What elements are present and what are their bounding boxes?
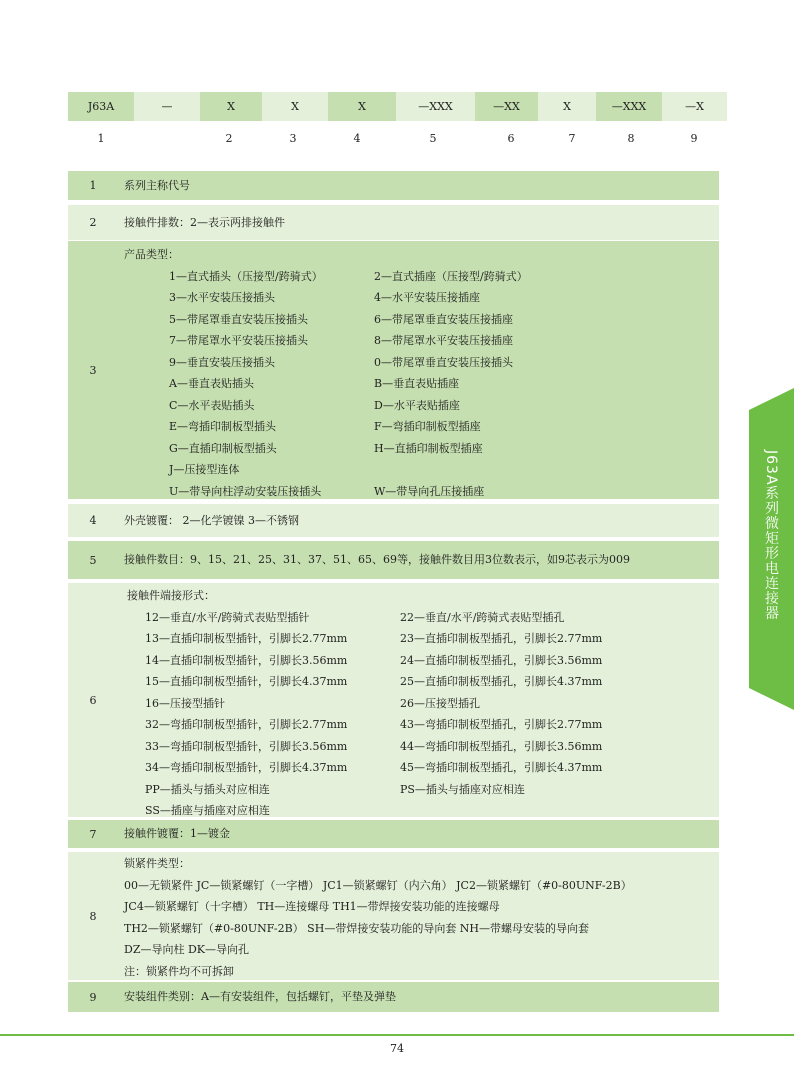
list-item: 5—带尾罩垂直安装压接插头 bbox=[169, 312, 308, 326]
row-number: 8 bbox=[89, 909, 97, 923]
list-item: F—弯插印制板型插座 bbox=[374, 420, 481, 433]
code-num: 8 bbox=[627, 132, 635, 145]
code-cell-type: X bbox=[262, 92, 328, 121]
code-cell-term: —XX bbox=[475, 92, 538, 121]
list-item: PS—插头与插座对应相连 bbox=[400, 782, 525, 796]
lock-line: DZ—导向柱 DK—导向孔 bbox=[124, 943, 249, 956]
code-cell-count: —XXX bbox=[396, 92, 475, 121]
code-num: 1 bbox=[97, 132, 105, 145]
page-number: 74 bbox=[390, 1042, 404, 1055]
code-cell-plating: X bbox=[538, 92, 596, 121]
row-body bbox=[118, 241, 719, 499]
product-type-list bbox=[124, 266, 713, 503]
code-cell-mount: —X bbox=[662, 92, 727, 121]
lock-line: JC4—锁紧螺钉（十字槽） TH—连接螺母 TH1—带焊接安装功能的连接螺母 bbox=[124, 900, 500, 913]
code-num: 2 bbox=[225, 132, 233, 145]
code-num: 6 bbox=[507, 132, 515, 145]
list-item: 24—直插印制板型插孔，引脚长3.56mm bbox=[400, 653, 603, 667]
list-item: 34—弯插印制板型插针，引脚长4.37mm bbox=[145, 761, 348, 774]
list-item: 23—直插印制板型插孔，引脚长2.77mm bbox=[400, 632, 603, 645]
list-item: G—直插印制板型插头 bbox=[169, 441, 277, 455]
row-body bbox=[118, 852, 719, 980]
list-item: 13—直插印制板型插针，引脚长2.77mm bbox=[145, 632, 348, 645]
row-number: 1 bbox=[89, 179, 97, 192]
code-num: 9 bbox=[690, 132, 698, 145]
code-cell-dash: — bbox=[134, 92, 200, 121]
list-item: 4—水平安装压接插座 bbox=[374, 291, 480, 304]
row-number: 2 bbox=[89, 216, 97, 229]
spec-row-2 bbox=[68, 205, 719, 240]
list-item: 12—垂直/水平/跨骑式表贴型插针 bbox=[145, 610, 310, 624]
list-item: 26—压接型插孔 bbox=[400, 696, 480, 710]
list-item: 1—直式插头（压接型/跨骑式） bbox=[169, 269, 323, 283]
row-text: 接触件镀覆：1—镀金 bbox=[124, 827, 230, 841]
spec-row-9 bbox=[68, 982, 719, 1012]
row-number: 9 bbox=[89, 990, 97, 1004]
row-body bbox=[118, 583, 719, 817]
spec-row-4 bbox=[68, 504, 719, 537]
list-item: 9—垂直安装压接插头 bbox=[169, 355, 275, 369]
list-item: PP—插头与插头对应相连 bbox=[145, 782, 270, 796]
termination-right bbox=[400, 607, 602, 822]
list-item: 2—直式插座（压接型/跨骑式） bbox=[374, 269, 528, 283]
list-item: 6—带尾罩垂直安装压接插座 bbox=[374, 312, 513, 326]
list-item: 16—压接型插针 bbox=[145, 696, 225, 710]
spec-row-6 bbox=[68, 583, 719, 817]
row-text: 外壳镀覆： 2—化学镀镍 3—不锈钢 bbox=[124, 513, 299, 527]
product-type-heading: 产品类型： bbox=[124, 248, 179, 261]
code-num: 5 bbox=[429, 132, 437, 145]
lock-line: TH2—锁紧螺钉（#0-80UNF-2B） SH—带焊接安装功能的导向套 NH—带螺母安装的导向套 bbox=[124, 921, 590, 935]
spec-row-7 bbox=[68, 820, 719, 848]
termination-list bbox=[124, 607, 713, 822]
code-num: 7 bbox=[568, 132, 576, 145]
list-item: 22—垂直/水平/跨骑式表贴型插孔 bbox=[400, 610, 565, 624]
list-item: U—带导向柱浮动安装压接插头 bbox=[169, 484, 322, 498]
spec-row-1 bbox=[68, 171, 719, 200]
list-item: C—水平表贴插头 bbox=[169, 398, 255, 412]
list-item: H—直插印制板型插座 bbox=[374, 441, 483, 455]
code-cell-shell: X bbox=[328, 92, 396, 121]
product-type-left bbox=[124, 266, 374, 503]
list-item: J—压接型连体 bbox=[169, 463, 240, 476]
row-number: 5 bbox=[89, 553, 97, 567]
footer-divider bbox=[0, 1034, 794, 1036]
list-item: 25—直插印制板型插孔，引脚长4.37mm bbox=[400, 675, 603, 688]
row-text: 安装组件类别：A—有安装组件，包括螺钉，平垫及弹垫 bbox=[124, 990, 396, 1004]
spec-row-3 bbox=[68, 241, 719, 499]
code-num: 3 bbox=[289, 132, 297, 145]
list-item: D—水平表贴插座 bbox=[374, 398, 460, 412]
list-item: 7—带尾罩水平安装压接插头 bbox=[169, 334, 308, 347]
code-cell-rows: X bbox=[200, 92, 262, 121]
list-item: 32—弯插印制板型插针，引脚长2.77mm bbox=[145, 718, 348, 731]
list-item: E—弯插印制板型插头 bbox=[169, 420, 277, 433]
list-item: 14—直插印制板型插针，引脚长3.56mm bbox=[145, 653, 348, 667]
list-item: SS—插座与插座对应相连 bbox=[145, 804, 270, 817]
lock-note: 注：锁紧件均不可拆卸 bbox=[124, 964, 234, 978]
row-number: 6 bbox=[89, 693, 97, 707]
lock-line: 00—无锁紧件 JC—锁紧螺钉（一字槽） JC1—锁紧螺钉（内六角） JC2—锁紧螺钉（#0-80UNF-2B） bbox=[124, 878, 632, 892]
list-item: 33—弯插印制板型插针，引脚长3.56mm bbox=[145, 739, 348, 753]
list-item: 8—带尾罩水平安装压接插座 bbox=[374, 334, 513, 347]
list-item bbox=[374, 459, 528, 481]
spec-row-8 bbox=[68, 852, 719, 980]
code-position-numbers bbox=[68, 132, 727, 148]
list-item: 15—直插印制板型插针，引脚长4.37mm bbox=[145, 675, 348, 688]
side-tab-label: J63A系列微矩形电连接器 bbox=[763, 450, 779, 621]
side-section-tab bbox=[749, 410, 794, 688]
list-item: 3—水平安装压接插头 bbox=[169, 291, 275, 304]
spec-row-5 bbox=[68, 541, 719, 579]
code-cell-lock: —XXX bbox=[596, 92, 662, 121]
list-item: B—垂直表贴插座 bbox=[374, 377, 460, 390]
row-text: 接触件排数：2—表示两排接触件 bbox=[124, 215, 285, 229]
list-item: 44—弯插印制板型插孔，引脚长3.56mm bbox=[400, 739, 603, 753]
code-cell-series: J63A bbox=[68, 92, 134, 121]
termination-left bbox=[124, 607, 400, 822]
termination-heading: 接触件端接形式： bbox=[127, 589, 215, 602]
model-code-table bbox=[68, 92, 727, 121]
list-item: 45—弯插印制板型插孔，引脚长4.37mm bbox=[400, 761, 603, 774]
row-text: 系列主称代号 bbox=[124, 178, 190, 192]
code-num: 4 bbox=[353, 132, 361, 145]
lock-heading: 锁紧件类型： bbox=[124, 857, 190, 870]
row-number: 7 bbox=[89, 827, 97, 841]
list-item: A—垂直表贴插头 bbox=[169, 377, 254, 390]
row-number: 3 bbox=[89, 363, 97, 377]
list-item: 0—带尾罩垂直安装压接插头 bbox=[374, 355, 513, 369]
product-type-right bbox=[374, 266, 528, 503]
row-text: 接触件数目：9、15、21、25、31、37、51、65、69等，接触件数目用3位数表示，如9芯表示为009 bbox=[124, 553, 630, 567]
row-number: 4 bbox=[89, 514, 97, 527]
list-item: 43—弯插印制板型插孔，引脚长2.77mm bbox=[400, 718, 603, 731]
list-item: W—带导向孔压接插座 bbox=[374, 484, 485, 498]
